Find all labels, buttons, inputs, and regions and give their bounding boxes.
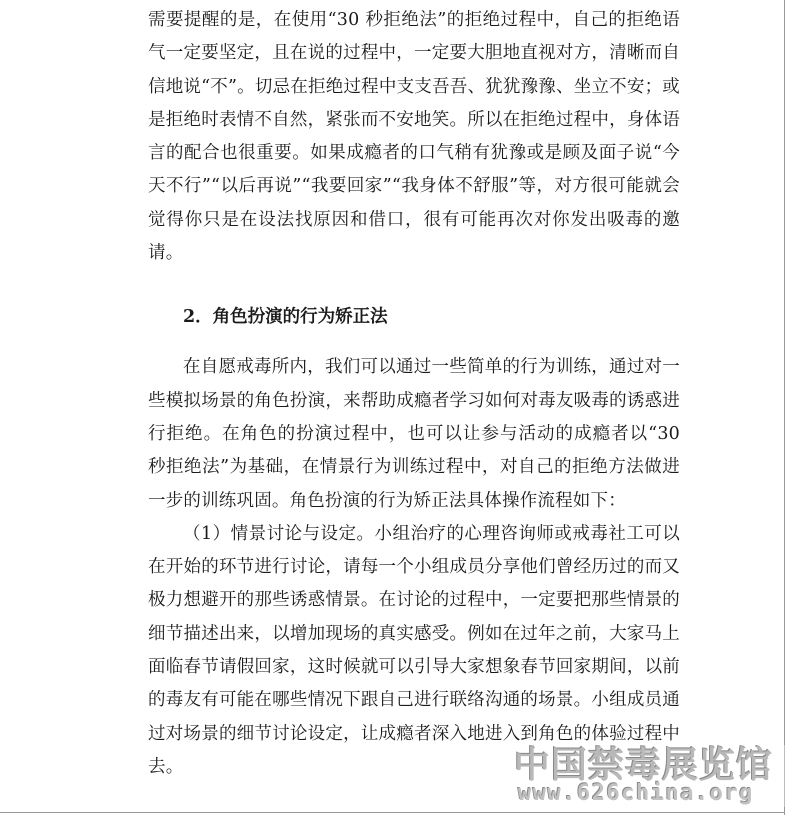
paragraph-scenario-discussion: （1）情景讨论与设定。小组治疗的心理咨询师或戒毒社工可以在开始的环节进行讨论，请每一个小组成员分享他们曾经历过的而又极力想避开的那些诱惑情景。在讨论的过程中，一定要把那些情景的细节描述出来，以增加现场的真实感受。例如在过年之前，大家马上面临春节请假回家，这时候就可以引导大家想象春节回家期间，以前的毒友有可能在哪些情况下跟自己进行联络沟通的场景。小组成员通过对场景的细节讨论设定，让成瘾者深入地进入到角色的体验过程中去。 (148, 523, 680, 777)
watermark-url: www.626china.org (518, 781, 754, 806)
page-frame-bottom-edge (0, 812, 785, 813)
document-page (148, 4, 680, 784)
watermark-title: 中国禁毒展览馆 (514, 745, 774, 786)
paragraph-role-play-intro: 在自愿戒毒所内，我们可以通过一些简单的行为训练，通过对一些模拟场景的角色扮演，来帮助成瘾者学习如何对毒友吸毒的诱惑进行拒绝。在角色的扮演过程中，也可以让参与活动的成瘾者以“30 秒拒绝法”为基础，在情景行为训练过程中，对自己的拒绝方法做进一步的训练巩固。角色扮演的行为矫正法具体操作流程如下： (148, 357, 680, 511)
paragraph-refusal-tone: 需要提醒的是，在使用“30 秒拒绝法”的拒绝过程中，自己的拒绝语气一定要坚定，且在说的过程中，一定要大胆地直视对方，清晰而自信地说“不”。切忌在拒绝过程中支支吾吾、犹犹豫豫、坐立不安；或是拒绝时表情不自然，紧张而不安地笑。所以在拒绝过程中，身体语言的配合也很重要。如果成瘾者的口气稍有犹豫或是顾及面子说“今天不行”“以后再说”“我要回家”“我身体不舒服”等，对方很可能就会觉得你只是在设法找原因和借口，很有可能再次对你发出吸毒的邀请。 (148, 10, 680, 264)
watermark (508, 745, 798, 807)
page-frame-right-edge (784, 0, 785, 815)
section-heading: 2．角色扮演的行为矫正法 (183, 307, 388, 328)
